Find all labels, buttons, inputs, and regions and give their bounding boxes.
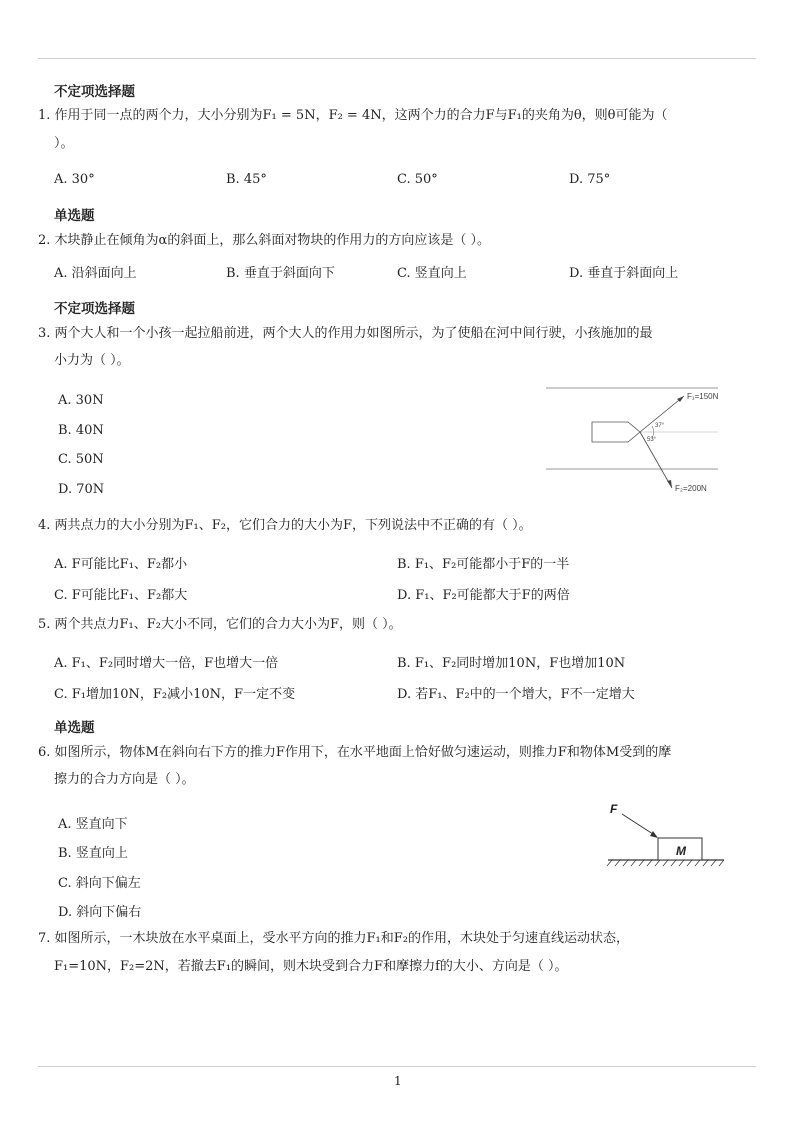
q2-option-a[interactable]: A. 沿斜面向上 xyxy=(54,266,137,281)
push-force-line xyxy=(622,814,656,836)
q3-option-d[interactable]: D. 70N xyxy=(58,482,105,497)
force-f1-label: F₁=150N xyxy=(687,392,719,401)
question-6-line1: 6. 如图所示，物体M在斜向右下方的推力F作用下，在水平地面上恰好做匀速运动，则推力F和物体M受到的摩 xyxy=(38,745,672,760)
question-7-line1: 7. 如图所示，一木块放在水平桌面上，受水平方向的推力F₁和F₂的作用，木块处于匀速直线运动状态， xyxy=(38,931,629,946)
q2-option-d[interactable]: D. 垂直于斜面向上 xyxy=(569,266,679,281)
question-1-line1: 1. 作用于同一点的两个力，大小分别为F₁ = 5N，F₂ = 4N，这两个力的合力F与F₁的夹角为θ，则θ可能为（ xyxy=(38,108,668,123)
q5-option-b[interactable]: B. F₁、F₂同时增加10N，F也增加10N xyxy=(397,656,626,671)
question-6-line2: 擦力的合力方向是（ ）。 xyxy=(54,772,195,787)
ground-hatching xyxy=(607,860,724,866)
q2-option-b[interactable]: B. 垂直于斜面向下 xyxy=(226,266,335,281)
section-heading: 不定项选择题 xyxy=(54,84,135,100)
top-rule xyxy=(38,58,756,59)
q3-option-c[interactable]: C. 50N xyxy=(58,452,104,467)
question-7-line2: F₁=10N，F₂=2N，若撤去F₁的瞬间，则木块受到合力F和摩擦力f的大小、方向是（ ）。 xyxy=(54,959,568,974)
q1-option-b[interactable]: B. 45° xyxy=(226,172,267,187)
question-3-line1: 3. 两个大人和一个小孩一起拉船前进，两个大人的作用力如图所示，为了使船在河中间行驶，小孩施加的最 xyxy=(38,326,653,341)
angle-37-label: 37° xyxy=(655,423,665,429)
bottom-rule xyxy=(38,1066,756,1067)
section-heading: 单选题 xyxy=(54,208,95,224)
q5-option-c[interactable]: C. F₁增加10N，F₂减小10N，F一定不变 xyxy=(54,687,296,702)
q6-option-b[interactable]: B. 竖直向上 xyxy=(58,846,128,861)
question-1-line2: ）。 xyxy=(54,136,74,151)
force-f2-label: F₂=200N xyxy=(675,484,707,493)
q1-option-d[interactable]: D. 75° xyxy=(569,172,611,187)
q4-option-b[interactable]: B. F₁、F₂可能都小于F的一半 xyxy=(397,557,570,572)
q6-option-d[interactable]: D. 斜向下偏右 xyxy=(58,905,142,920)
section-heading: 不定项选择题 xyxy=(54,301,135,317)
question-4-stem: 4. 两共点力的大小分别为F₁、F₂，它们合力的大小为F，下列说法中不正确的有（ ）。 xyxy=(38,518,532,533)
force-f2-arrowhead xyxy=(667,480,672,488)
q6-option-c[interactable]: C. 斜向下偏左 xyxy=(58,876,141,891)
boat-force-diagram xyxy=(540,384,740,496)
q5-option-a[interactable]: A. F₁、F₂同时增大一倍，F也增大一倍 xyxy=(54,656,279,671)
q5-option-d[interactable]: D. 若F₁、F₂中的一个增大，F不一定增大 xyxy=(397,687,635,702)
question-5-stem: 5. 两个共点力F₁、F₂大小不同，它们的合力大小为F，则（ ）。 xyxy=(38,617,402,632)
push-force-label: F xyxy=(610,802,618,816)
block-m-label: M xyxy=(676,844,686,858)
q1-option-c[interactable]: C. 50° xyxy=(397,172,438,187)
push-force-arrowhead xyxy=(650,831,658,838)
q1-option-a[interactable]: A. 30° xyxy=(54,172,95,187)
page-number: 1 xyxy=(394,1074,402,1088)
q4-option-c[interactable]: C. F可能比F₁、F₂都大 xyxy=(54,588,188,603)
question-3-line2: 小力为（ ）。 xyxy=(54,353,130,368)
q3-option-b[interactable]: B. 40N xyxy=(58,423,104,438)
question-2-stem: 2. 木块静止在倾角为α的斜面上，那么斜面对物块的作用力的方向应该是（ ）。 xyxy=(38,233,490,248)
boat-shape xyxy=(592,422,640,442)
angle-53-label: 53° xyxy=(647,437,657,443)
q6-option-a[interactable]: A. 竖直向下 xyxy=(58,817,128,832)
q2-option-c[interactable]: C. 竖直向上 xyxy=(397,266,467,281)
q4-option-d[interactable]: D. F₁、F₂可能都大于F的两倍 xyxy=(397,588,570,603)
q3-option-a[interactable]: A. 30N xyxy=(58,393,104,408)
block-push-diagram xyxy=(600,796,730,868)
q4-option-a[interactable]: A. F可能比F₁、F₂都小 xyxy=(54,557,188,572)
section-heading: 单选题 xyxy=(54,720,95,736)
